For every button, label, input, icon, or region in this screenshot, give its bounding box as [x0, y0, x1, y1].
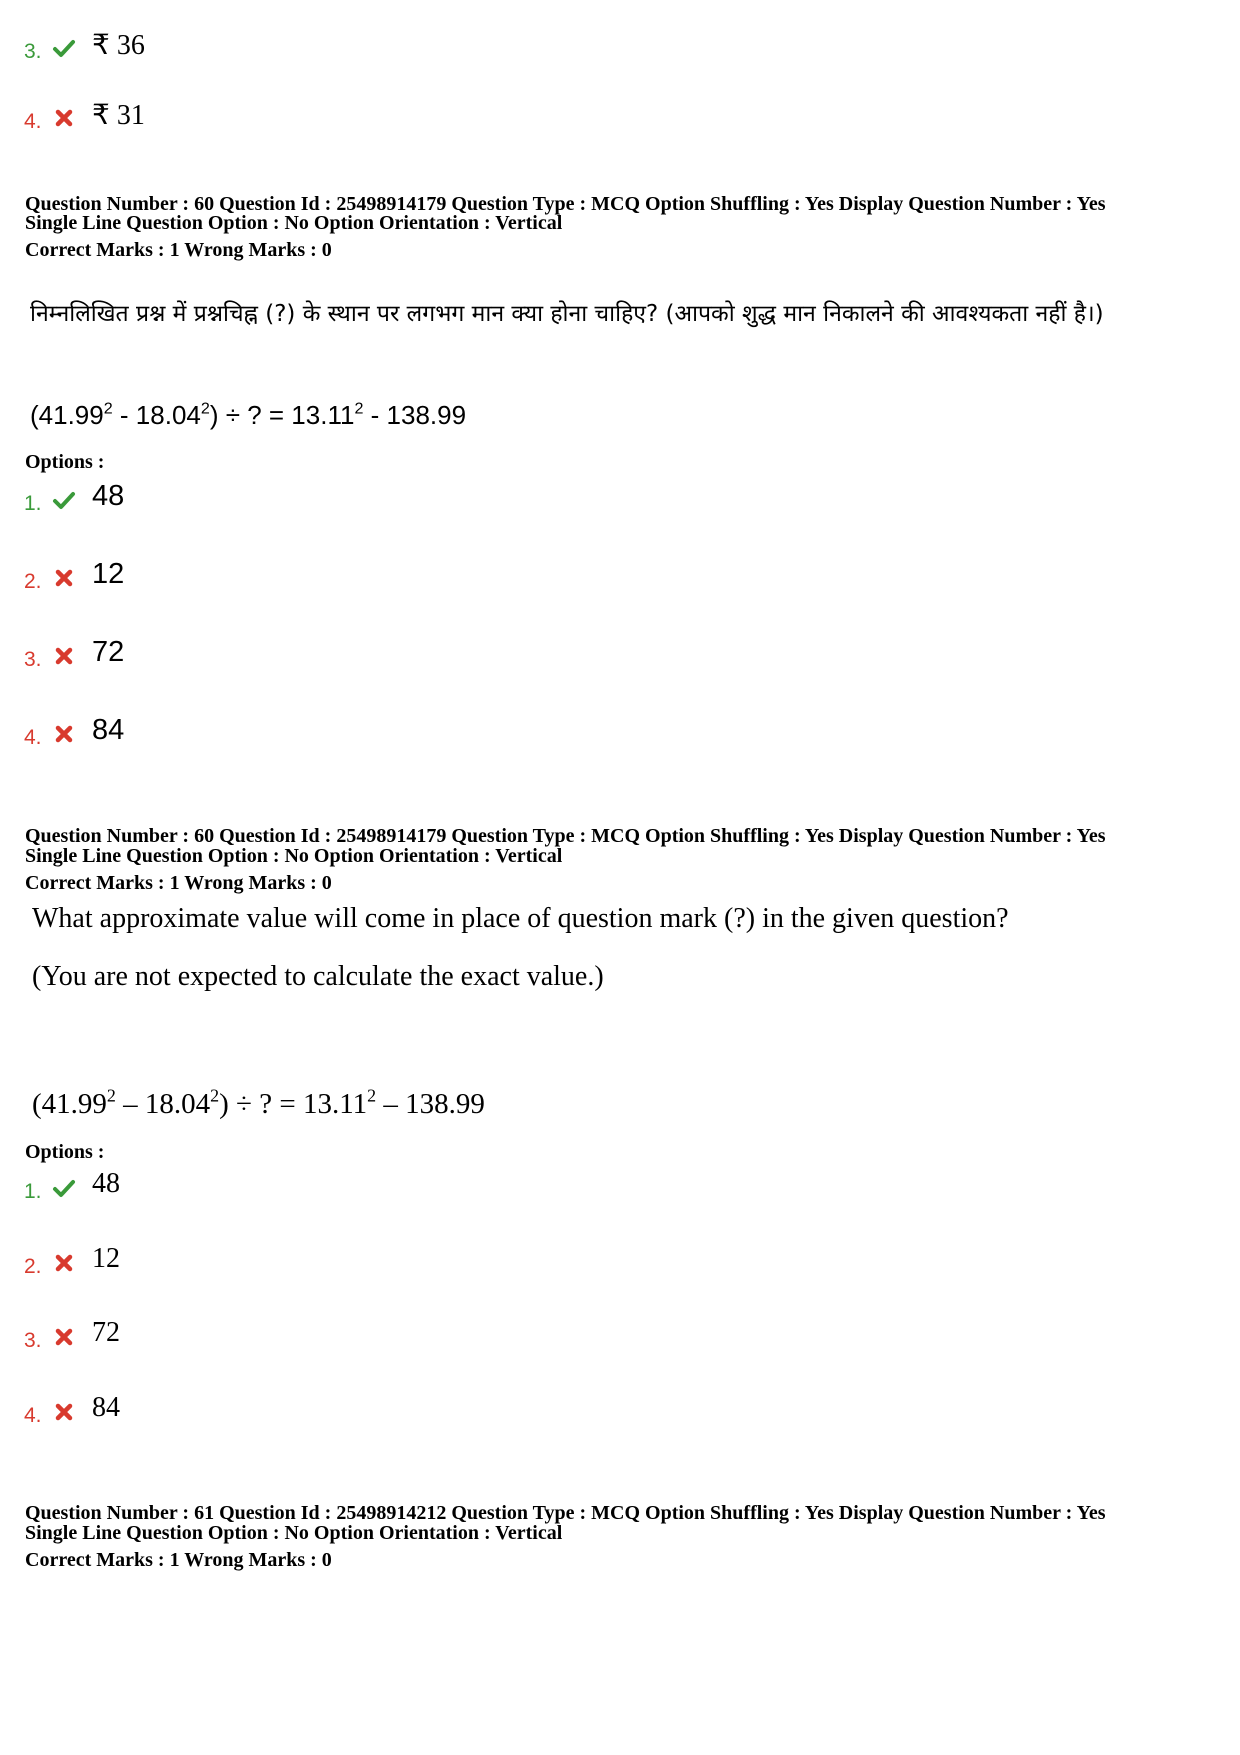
options-label: Options :	[25, 1141, 105, 1163]
option-value: 72	[92, 1317, 120, 1348]
option-value	[92, 28, 145, 62]
option-number: 1.	[24, 492, 42, 515]
option-number: 3.	[24, 648, 42, 671]
option-number: 4.	[24, 110, 42, 133]
question-marks: Correct Marks : 1 Wrong Marks : 0	[25, 239, 332, 261]
option-value: 48	[92, 480, 125, 512]
option-value: 84	[92, 714, 125, 746]
option-number: 1.	[24, 1180, 42, 1203]
question-note: (You are not expected to calculate the exact value.)	[32, 961, 604, 992]
question-meta-line2: Single Line Question Option : No Option Orientation : Vertical	[25, 212, 563, 234]
option-amount: 36	[116, 30, 145, 61]
option-amount: 31	[116, 100, 145, 131]
check-icon	[52, 36, 76, 60]
question-meta-line1: Question Number : 60 Question Id : 25498914179 Question Type : MCQ Option Shuffling : Yes Display Question Number : Yes	[25, 825, 1106, 847]
option-value	[92, 98, 145, 132]
question-meta-line2: Single Line Question Option : No Option Orientation : Vertical	[25, 1522, 563, 1544]
question-meta-line2: Single Line Question Option : No Option Orientation : Vertical	[25, 845, 563, 867]
cross-icon	[52, 106, 76, 130]
cross-icon	[52, 722, 76, 746]
cross-icon	[52, 1251, 76, 1275]
question-text: निम्नलिखित प्रश्न में प्रश्नचिह्न (?) के स्थान पर लगभग मान क्या होना चाहिए? (आपको शुद्ध मान निकालने की आवश्यकता नहीं है।)	[30, 301, 1104, 327]
check-icon	[52, 1176, 76, 1200]
option-number: 2.	[24, 570, 42, 593]
check-icon	[52, 488, 76, 512]
question-meta-line1: Question Number : 60 Question Id : 25498914179 Question Type : MCQ Option Shuffling : Yes Display Question Number : Yes	[25, 193, 1106, 215]
options-label: Options :	[25, 451, 105, 473]
question-text: What approximate value will come in place of question mark (?) in the given question?	[32, 903, 1009, 934]
option-value: 12	[92, 558, 125, 590]
cross-icon	[52, 566, 76, 590]
cross-icon	[52, 1325, 76, 1349]
question-marks: Correct Marks : 1 Wrong Marks : 0	[25, 872, 332, 894]
cross-icon	[52, 644, 76, 668]
question-equation: $(41.99^2 - 18.04^2)$ ÷ ? = $13.11^2 - 138.99$	[30, 399, 467, 430]
option-number: 4.	[24, 726, 42, 749]
option-value: 72	[92, 636, 125, 668]
option-number: 4.	[24, 1404, 42, 1427]
rupee-symbol: ₹	[92, 98, 110, 131]
question-marks: Correct Marks : 1 Wrong Marks : 0	[25, 1549, 332, 1571]
rupee-symbol: ₹	[92, 28, 110, 61]
option-value: 12	[92, 1243, 120, 1274]
option-value: 84	[92, 1392, 120, 1423]
option-value: 48	[92, 1168, 120, 1199]
option-number: 2.	[24, 1255, 42, 1278]
option-number: 3.	[24, 40, 42, 63]
option-number: 3.	[24, 1329, 42, 1352]
cross-icon	[52, 1400, 76, 1424]
question-meta-line1: Question Number : 61 Question Id : 25498914212 Question Type : MCQ Option Shuffling : Yes Display Question Number : Yes	[25, 1502, 1106, 1524]
question-equation: $(41.99^2 - 18.04^2)$ ÷ ? = $13.11^2 - 138.99$	[32, 1085, 485, 1120]
